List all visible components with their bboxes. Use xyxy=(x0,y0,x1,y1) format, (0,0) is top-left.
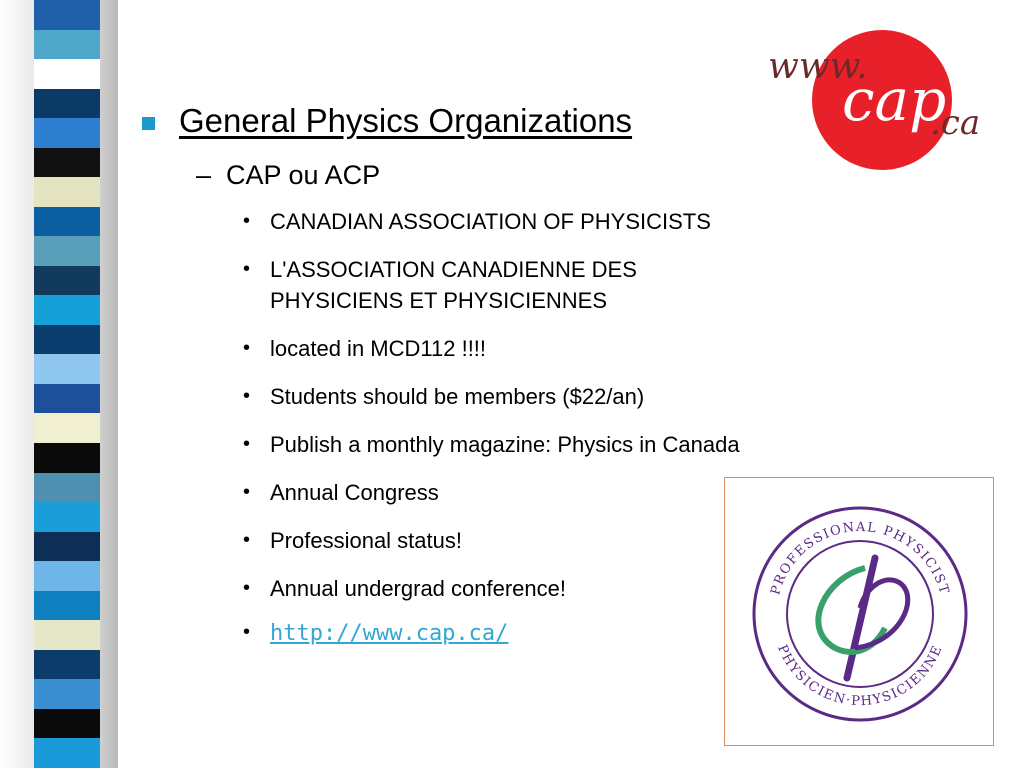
color-block xyxy=(34,325,100,355)
color-block xyxy=(34,502,100,532)
color-block xyxy=(34,295,100,325)
logo-letters: cap xyxy=(842,66,947,134)
left-decorative-strip xyxy=(0,0,118,768)
logo-suffix: .ca xyxy=(930,103,981,143)
logo-prefix: www. xyxy=(768,46,868,87)
list-item-text: Students should be members ($22/an) xyxy=(270,384,645,409)
color-block xyxy=(34,443,100,473)
list-item-text: CANADIAN ASSOCIATION OF PHYSICISTS xyxy=(270,209,711,234)
list-item-text: Publish a monthly magazine: Physics in Canada xyxy=(270,432,740,457)
bullet-dot: • xyxy=(243,258,251,280)
color-block xyxy=(34,177,100,207)
seal-graphic xyxy=(725,478,995,747)
color-block xyxy=(34,620,100,650)
phi-symbol-icon xyxy=(818,558,907,678)
color-block xyxy=(34,30,100,60)
color-block xyxy=(34,236,100,266)
subheading-row xyxy=(196,160,380,191)
list-item-text: L'ASSOCIATION CANADIENNE DES PHYSICIENS ET PHYSICIENNES xyxy=(270,257,637,313)
color-block xyxy=(34,384,100,414)
list-item-text: located in MCD112 !!!! xyxy=(270,336,487,361)
square-bullet-icon xyxy=(142,117,155,130)
dash-bullet: – xyxy=(196,160,212,190)
color-block xyxy=(34,738,100,768)
list-item-text: Annual Congress xyxy=(270,480,439,505)
subheading: CAP ou ACP xyxy=(226,160,381,190)
bullet-dot: • xyxy=(243,577,251,599)
slide-heading: General Physics Organizations xyxy=(179,102,633,139)
list-item xyxy=(243,333,883,364)
bullet-dot: • xyxy=(243,385,251,407)
color-block xyxy=(34,650,100,680)
bullet-dot: • xyxy=(243,529,251,551)
color-block xyxy=(34,679,100,709)
color-block xyxy=(34,591,100,621)
color-block xyxy=(34,473,100,503)
list-item xyxy=(243,381,883,412)
bullet-dot: • xyxy=(243,481,251,503)
bullet-dot: • xyxy=(243,210,251,232)
color-block xyxy=(34,561,100,591)
color-block xyxy=(34,354,100,384)
color-block xyxy=(34,413,100,443)
cap-website-link[interactable]: http://www.cap.ca/ xyxy=(270,621,509,646)
color-block xyxy=(34,148,100,178)
color-block xyxy=(34,266,100,296)
bullet-dot: • xyxy=(243,337,251,359)
list-item-text: Annual undergrad conference! xyxy=(270,576,566,601)
seal-top-text: PROFESSIONAL PHYSICIST xyxy=(768,519,952,597)
seal-bottom-text: PHYSICIEN·PHYSICIENNE xyxy=(774,642,946,710)
color-block xyxy=(34,207,100,237)
color-block xyxy=(34,59,100,89)
color-block xyxy=(34,709,100,739)
color-block xyxy=(34,89,100,119)
heading-row xyxy=(142,102,632,140)
cap-logo xyxy=(760,20,1000,180)
list-item-text: Professional status! xyxy=(270,528,462,553)
color-block xyxy=(34,532,100,562)
color-block xyxy=(34,118,100,148)
bullet-dot: • xyxy=(243,621,251,643)
list-item xyxy=(243,206,883,237)
list-item xyxy=(243,254,883,316)
color-block-bar xyxy=(34,0,100,768)
professional-physicist-seal xyxy=(724,477,994,746)
color-block xyxy=(34,0,100,30)
list-item xyxy=(243,429,883,460)
bullet-dot: • xyxy=(243,433,251,455)
